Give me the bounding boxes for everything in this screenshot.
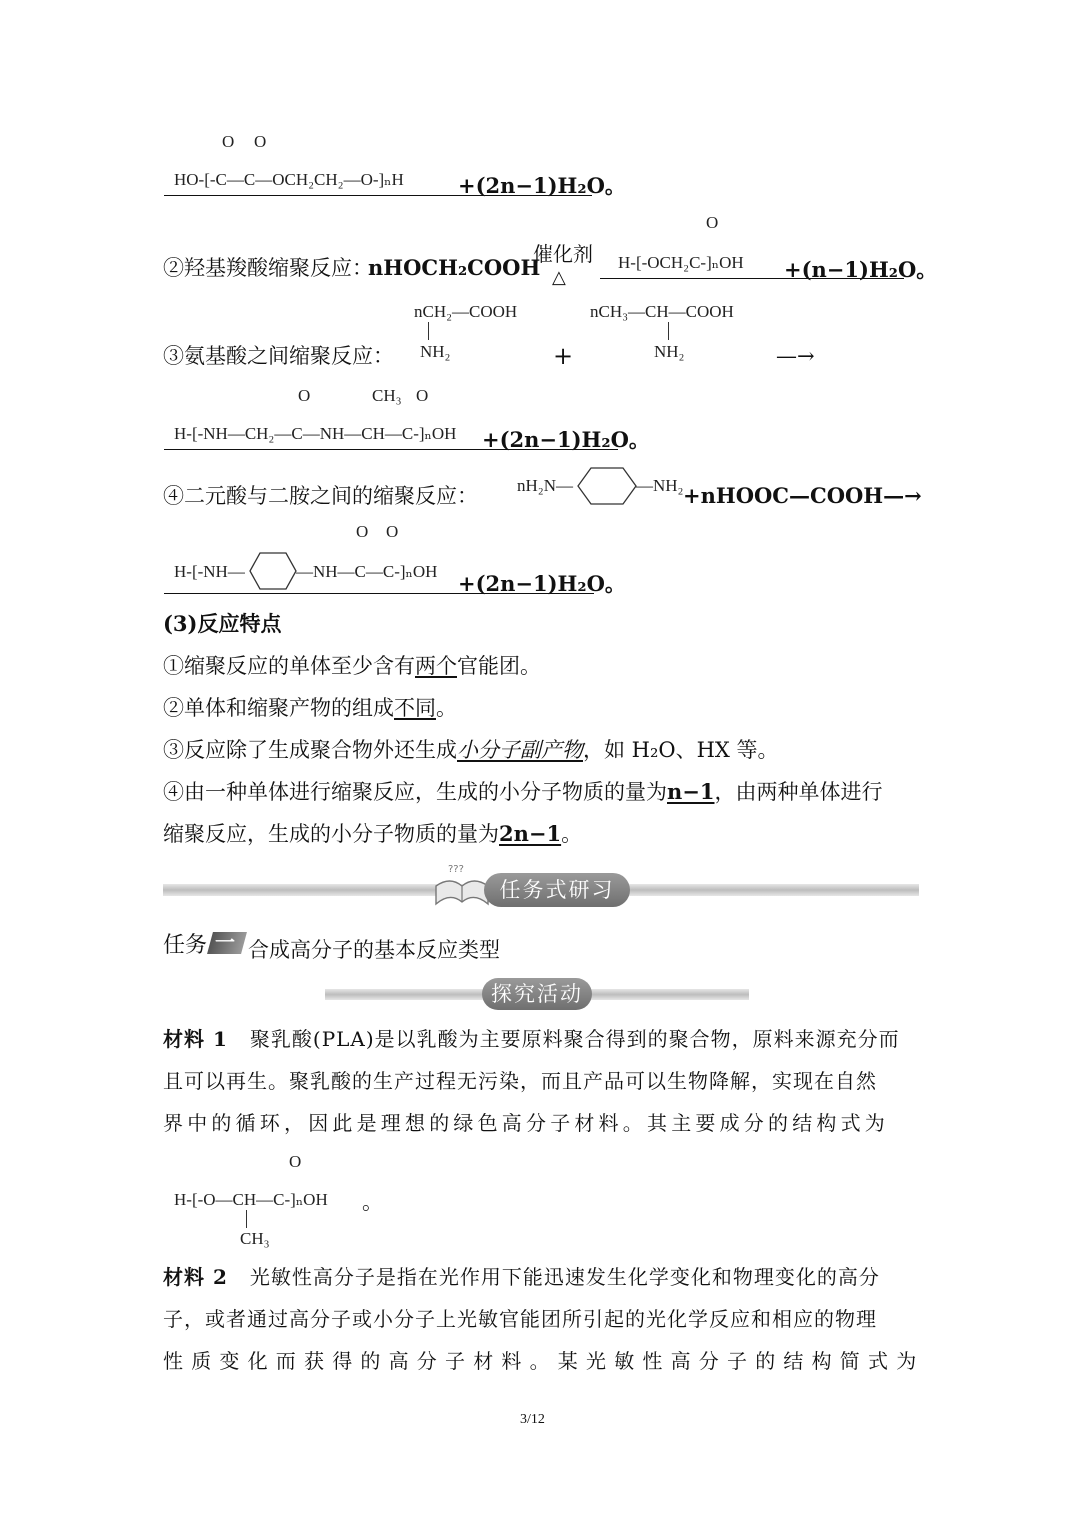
feature-item-2: ②单体和缩聚产物的组成不同。 [163, 696, 457, 720]
feature-item-4-line2: 缩聚反应，生成的小分子物质的量为2n−1。 [163, 821, 583, 846]
r3-product-formula: H-[-NH—CH₂—C—NH—CH—C-]ₙOH [174, 424, 457, 443]
material2-label: 材料 2 [163, 1265, 228, 1289]
r1-byproduct: +(2n−1)H₂O。 [458, 173, 626, 198]
r2-label: ②羟基羧酸缩聚反应： [163, 256, 373, 280]
material1-line3: 界中的循环，因此是理想的绿色高分子材料。其主要成分的结构式为 [163, 1111, 889, 1135]
feature-item-3: ③反应除了生成聚合物外还生成小分子副产物，如 H₂O、HX 等。 [163, 738, 779, 762]
r3-reactant2-top: nCH₃—CH—COOH [590, 302, 734, 321]
r4-reactant1-left: nH₂N— [517, 476, 573, 495]
r2-product-formula: H-[-OCH₂C-]ₙOH [618, 253, 744, 272]
r2-byproduct: +(n−1)H₂O。 [784, 257, 938, 282]
r3-carbonyl-o2: O [416, 386, 429, 405]
material2-line1: 材料 2 光敏性高分子是指在光作用下能迅速发生化学变化和物理变化的高分 [163, 1265, 880, 1289]
r3-label: ③氨基酸之间缩聚反应： [163, 344, 394, 368]
r3-underline [164, 449, 618, 450]
feature-item-1: ①缩聚反应的单体至少含有两个官能团。 [163, 654, 541, 678]
book-icon [432, 864, 492, 910]
features-heading: (3)反应特点 [163, 611, 282, 636]
material1-line2: 且可以再生。聚乳酸的生产过程无污染，而且产品可以生物降解，实现在自然 [163, 1069, 877, 1093]
r3-arrow: —→ [776, 344, 815, 368]
material2-line3: 性质变化而获得的高分子材料。某光敏性高分子的结构简式为 [163, 1349, 925, 1373]
task-prefix: 任务 [163, 933, 208, 958]
r3-reactant1-bottom: NH₂ [420, 342, 451, 361]
material2-line2: 子，或者通过高分子或小分子上光敏官能团所引起的光化学反应和相应的物理 [163, 1307, 877, 1331]
pla-period: 。 [362, 1190, 383, 1214]
r3-carbonyl-o1: O [298, 386, 311, 405]
r4-product-left: H-[-NH— [174, 562, 245, 581]
blank-answer: 2n−1 [499, 821, 562, 846]
pla-methyl: CH₃ [240, 1229, 270, 1248]
r4-label: ④二元酸与二胺之间的缩聚反应： [163, 484, 478, 508]
feature-item-4-line1: ④由一种单体进行缩聚反应，生成的小分子物质的量为n−1，由两种单体进行 [163, 779, 883, 804]
blank-answer: 不同 [394, 696, 436, 720]
material1-label: 材料 1 [163, 1027, 228, 1051]
page-number: 3/12 [520, 1412, 545, 1427]
r3-reactant2-bond [668, 322, 669, 340]
material1-line1: 材料 1 聚乳酸(PLA)是以乳酸为主要原料聚合得到的聚合物，原料来源充分而 [163, 1027, 900, 1051]
pla-formula: H-[-O—CH—C-]ₙOH [174, 1190, 328, 1209]
blank-answer: 小分子副产物 [457, 738, 583, 762]
r2-reactant: nHOCH₂COOH [368, 255, 541, 280]
r3-plus: + [553, 342, 574, 370]
pla-carbonyl-o: O [289, 1152, 302, 1171]
r3-reactant1-top: nCH₂—COOH [414, 302, 518, 321]
r1-underline [164, 195, 592, 196]
r1-carbonyl-o1: O [222, 132, 235, 151]
r4-carbonyl-o1: O [356, 522, 369, 541]
r1-carbonyl-o2: O [254, 132, 267, 151]
r4-byproduct: +(2n−1)H₂O。 [458, 571, 626, 596]
benzene-ring-icon-product [248, 550, 298, 592]
r4-product-right: —NH—C—C-]ₙOH [296, 562, 438, 581]
r1-product-formula: HO-[-C—C—OCH₂CH₂—O-]ₙH [174, 170, 404, 189]
r3-reactant1-bond [428, 322, 429, 340]
task-number: 一 [215, 930, 235, 954]
r4-reactant1-right: —NH₂ [636, 476, 684, 495]
question-marks: ??? [448, 864, 464, 875]
r4-reactant2: +nHOOC—COOH—→ [683, 483, 922, 508]
benzene-ring-icon [576, 464, 638, 508]
pla-methyl-bond [246, 1210, 247, 1228]
r2-carbonyl-o: O [706, 213, 719, 232]
r2-heat: △ [552, 267, 566, 288]
r3-reactant2-bottom: NH₂ [654, 342, 685, 361]
r2-underline [600, 278, 904, 279]
section-banner-label: 任务式研习 [484, 873, 630, 907]
blank-answer: 两个 [415, 654, 457, 678]
blank-answer: n−1 [667, 779, 715, 804]
r4-underline [164, 593, 594, 594]
r3-methyl: CH₃ [372, 386, 402, 405]
r4-carbonyl-o2: O [386, 522, 399, 541]
task-title: 合成高分子的基本反应类型 [248, 938, 500, 962]
r3-byproduct: +(2n−1)H₂O。 [482, 427, 650, 452]
r2-catalyst: 催化剂 [533, 242, 593, 266]
activity-label: 探究活动 [482, 978, 592, 1010]
